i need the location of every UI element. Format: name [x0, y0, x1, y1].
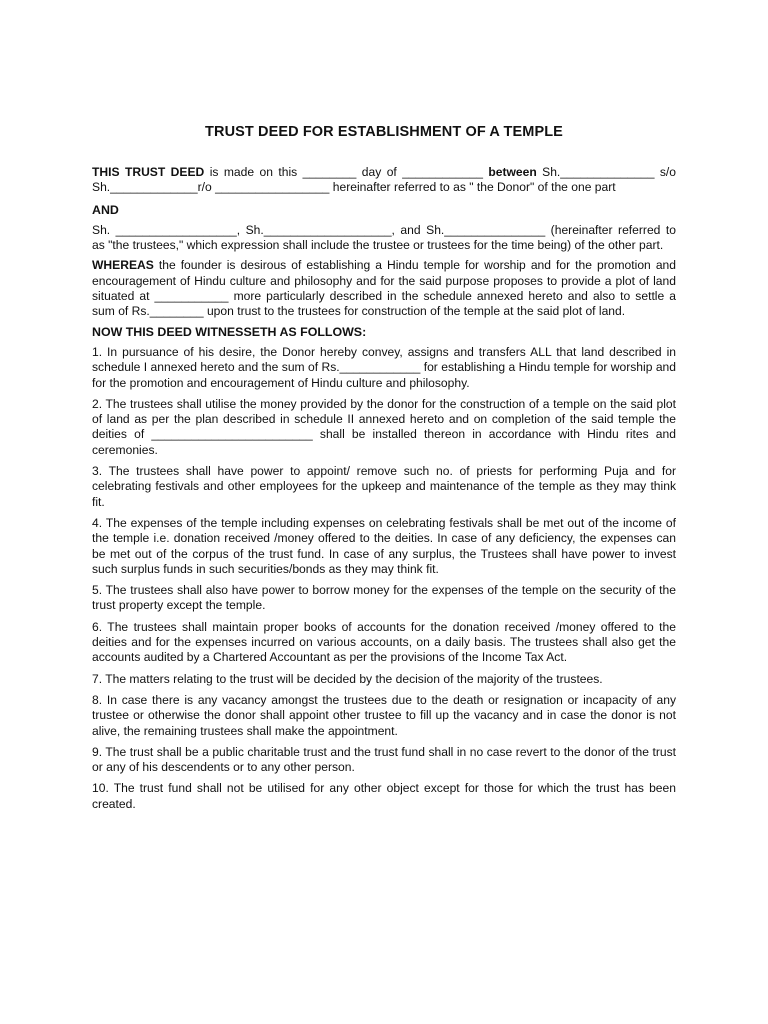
intro-paragraph [92, 165, 676, 196]
clause-3: 3. The trustees shall have power to appoint/ remove such no. of priests for performing Puja and for celebrating festivals and other employees for the upkeep and maintenance of the temple as they may think fit. [92, 464, 676, 509]
clause-5: 5. The trustees shall also have power to borrow money for the expenses of the temple on the security of the trust property except the temple. [92, 583, 676, 613]
clause-6: 6. The trustees shall maintain proper books of accounts for the donation received /money offered to the deities and for the expenses incurred on various accounts, on a daily basis. The trustees shall also get the accounts audited by a Chartered Accountant as per the provisions of the Income Tax Act. [92, 619, 676, 665]
clause-8: 8. In case there is any vacancy amongst the trustees due to the death or resignation or incapacity of any trustee or otherwise the donor shall appoint other trustee to fill up the vacancy and in case the donor is not alive, the remaining trustees shall make the appointment. [92, 692, 676, 738]
and-heading: AND [92, 202, 119, 217]
intro-text-2: Sh.______________ s/o Sh._____________r/o _________________ hereinafter referred to as " the Donor" of the one part [92, 165, 676, 195]
clause-2: 2. The trustees shall utilise the money provided by the donor for the construction of a temple on the said plot of land as per the plan described in schedule II annexed hereto and on completion of the said temple the deities of ________________________ shall be installed thereon in accordance with Hindu rites and ceremonies. [92, 396, 676, 457]
clause-7: 7. The matters relating to the trust will be decided by the decision of the majority of the trustees. [92, 671, 603, 686]
intro-between: between [488, 165, 537, 179]
whereas-lead: WHEREAS [92, 258, 154, 273]
clause-9: 9. The trust shall be a public charitable trust and the trust fund shall in no case revert to the donor of the trust or any of his descendents or to any other person. [92, 744, 676, 775]
clause-10: 10. The trust fund shall not be utilised for any other object except for those for which the trust has been created. [92, 781, 676, 811]
clause-1: 1. In pursuance of his desire, the Donor hereby convey, assigns and transfers ALL that land described in schedule I annexed hereto and the sum of Rs.____________ for establishing a Hindu temple for worship and for the promotion and encouragement of Hindu culture and philosophy. [92, 344, 676, 390]
intro-text-1: is made on this ________ day of ____________ [204, 165, 489, 179]
document-title: TRUST DEED FOR ESTABLISHMENT OF A TEMPLE [205, 124, 563, 140]
second-party-paragraph: Sh. __________________, Sh.___________________, and Sh._______________ (hereinafter referred to as "the trustees," which expression shall include the trustee or trustees for the time being) of the other part. [92, 222, 676, 253]
whereas-text: the founder is desirous of establishing a Hindu temple for worship and for the promotion and encouragement of Hindu culture and philosophy and for the said purpose proposes to provide a plot of land situated at ___________ more particularly described in the schedule annexed hereto and also to settle a sum of Rs.________ upon trust to the trustees for construction of the temple at the said plot of land. [92, 258, 676, 319]
intro-lead: THIS TRUST DEED [92, 165, 205, 179]
clause-4: 4. The expenses of the temple including expenses on celebrating festivals shall be met out of the income of the temple i.e. donation received /money offered to the deities. In case of any deficiency, the expenses can be met out of the corpus of the trust fund. In case of any surplus, the Trustees shall have power to invest such surplus funds in such securities/bonds as they may think fit. [92, 515, 676, 576]
whereas-paragraph [92, 258, 676, 319]
witness-heading: NOW THIS DEED WITNESSETH AS FOLLOWS: [92, 324, 367, 339]
